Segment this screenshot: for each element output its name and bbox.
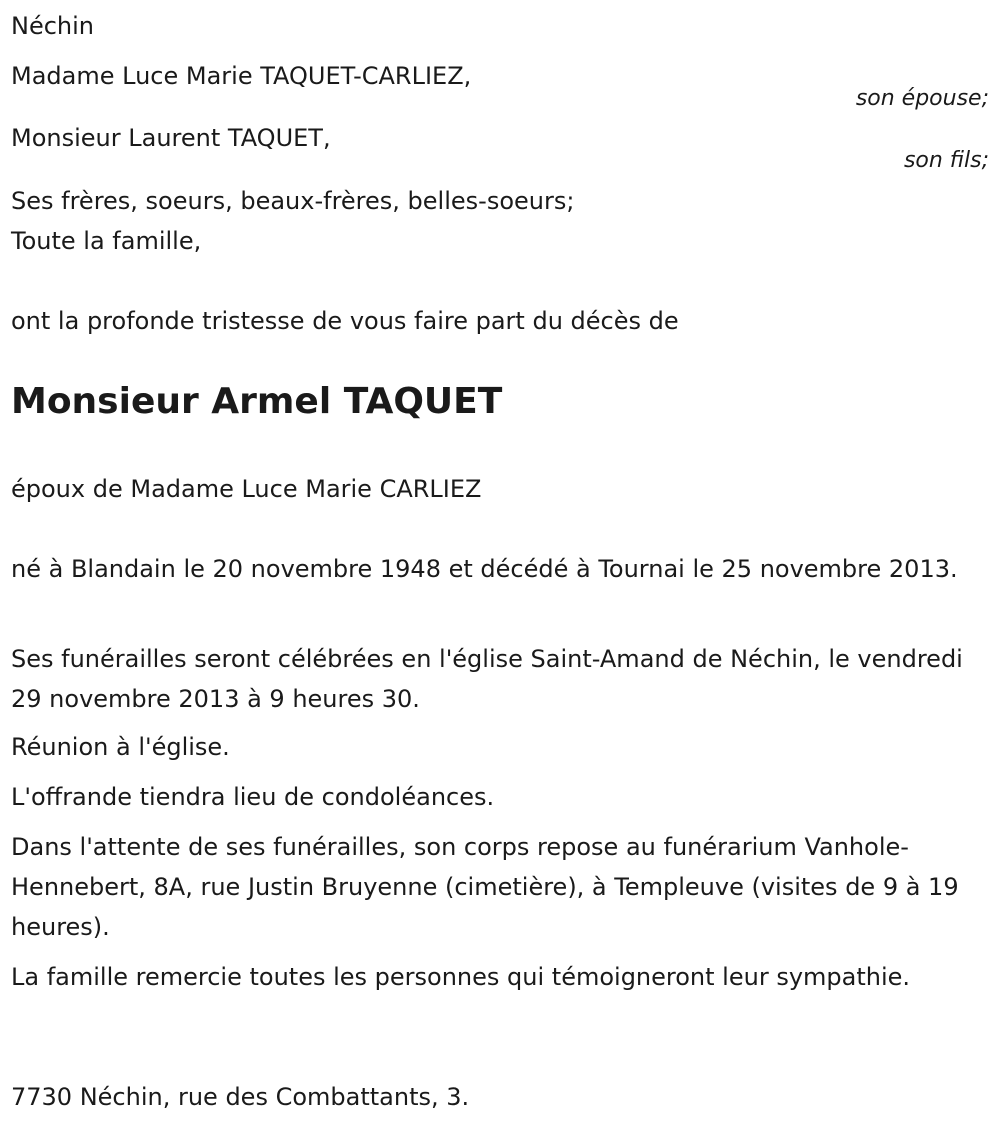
offering-info: L'offrande tiendra lieu de condoléances. xyxy=(11,783,495,811)
thanks-message: La famille remercie toutes les personnes qui témoigneront leur sympathie. xyxy=(11,963,911,991)
deceased-name: Monsieur Armel TAQUET xyxy=(11,381,503,422)
whole-family: Toute la famille, xyxy=(11,227,202,255)
location: Néchin xyxy=(11,12,95,40)
son-name: Monsieur Laurent TAQUET, xyxy=(11,124,331,152)
wife-name: Madame Luce Marie TAQUET-CARLIEZ, xyxy=(11,62,472,90)
birth-death: né à Blandain le 20 novembre 1948 et décédé à Tournai le 25 novembre 2013. xyxy=(11,555,958,583)
announcement: ont la profonde tristesse de vous faire part du décès de xyxy=(11,307,679,335)
spouse-line: époux de Madame Luce Marie CARLIEZ xyxy=(11,475,482,503)
wife-relation: son épouse; xyxy=(855,86,989,111)
funeral-info: Ses funérailles seront célébrées en l'église Saint-Amand de Néchin, le vendredi 29 novembre 2013 à 9 heures 30. xyxy=(11,645,963,713)
son-relation: son fils; xyxy=(903,148,989,173)
address: 7730 Néchin, rue des Combattants, 3. xyxy=(11,1083,470,1111)
meeting-info: Réunion à l'église. xyxy=(11,733,230,761)
funerarium-info: Dans l'attente de ses funérailles, son corps repose au funérarium Vanhole-Hennebert, 8A, rue Justin Bruyenne (cimetière), à Templeuve (visites de 9 à 19 heures). xyxy=(11,833,959,941)
siblings: Ses frères, soeurs, beaux-frères, belles-soeurs; xyxy=(11,187,575,215)
